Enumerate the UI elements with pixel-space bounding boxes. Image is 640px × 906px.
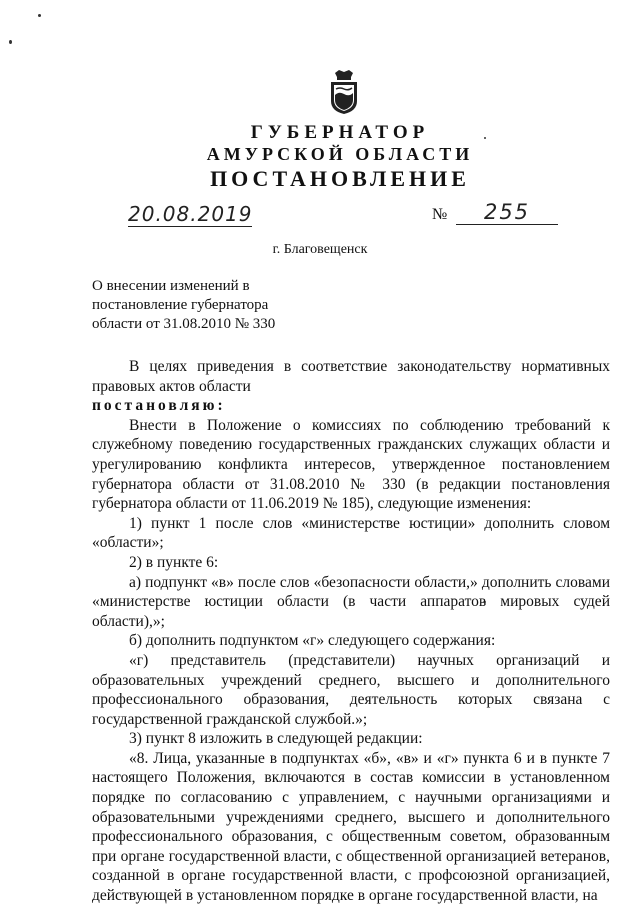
item-2-paragraph: 2) в пункте 6: xyxy=(129,553,219,571)
header-title: ГУБЕРНАТОР xyxy=(250,122,430,143)
resolve-word: постановляю: xyxy=(92,397,226,415)
amendment-intro-paragraph: Внести в Положение о комиссиях по соблюдению требований к служебному поведению государственных гражданских служащих области и урегулированию конфликта интересов, утвержденное постановлением губернатора области от 31.08.2010 № 330 (в редакции постановления губернатора области от 11.06.2019 № 185), следующие изменения: xyxy=(92,416,610,513)
subject-line: О внесении изменений в xyxy=(92,278,250,294)
document-date: 20.08.2019 xyxy=(128,202,253,226)
number-label: № xyxy=(432,206,448,223)
item-8-text-paragraph: «8. Лица, указанные в подпунктах «б», «в» и «г» пункта 6 и в пункте 7 настоящего Положения, включаются в состав комиссии в установленном порядке по согласованию с управлением, с научными организациями и образовательными учреждениями среднего, высшего и дополнительного профессионального образования, с общественным советом, образованным при органе государственной власти, с общественной организацией ветеранов, созданной в органе государственной власти, с профсоюзной организацией, действующей в установленном порядке в органе государственной власти, на xyxy=(92,749,610,905)
item-3-paragraph: 3) пункт 8 изложить в следующей редакции: xyxy=(129,730,423,748)
subitem-b-paragraph: б) дополнить подпунктом «г» следующего содержания: xyxy=(129,632,496,650)
subitem-g-text-paragraph: «г) представитель (представители) научных организаций и образовательных учреждений среднего, высшего и дополнительного профессионального образования, деятельность которых связана с государственной гражданской службой.»; xyxy=(92,651,610,728)
subitem-a-paragraph: а) подпункт «в» после слов «безопасности области,» дополнить словами «министерстве юстиции области (в части аппаратов мировых судей области),»; xyxy=(92,573,610,630)
city-line: г. Благовещенск xyxy=(272,242,368,257)
subject-line: области от 31.08.2010 № 330 xyxy=(92,316,276,332)
subject-block xyxy=(92,277,275,334)
document-body xyxy=(92,357,610,906)
document-type: ПОСТАНОВЛЕНИЕ xyxy=(210,166,470,191)
item-1-paragraph: 1) пункт 1 после слов «министерстве юстиции» дополнить словом «области»; xyxy=(92,514,610,552)
coat-of-arms-icon xyxy=(327,69,361,115)
header-region: АМУРСКОЙ ОБЛАСТИ xyxy=(206,144,474,164)
subject-line: постановление губернатора xyxy=(92,297,269,313)
document-number: 255 xyxy=(456,200,558,225)
preamble-paragraph: В целях приведения в соответствие законодательству нормативных правовых актов области xyxy=(92,358,610,395)
